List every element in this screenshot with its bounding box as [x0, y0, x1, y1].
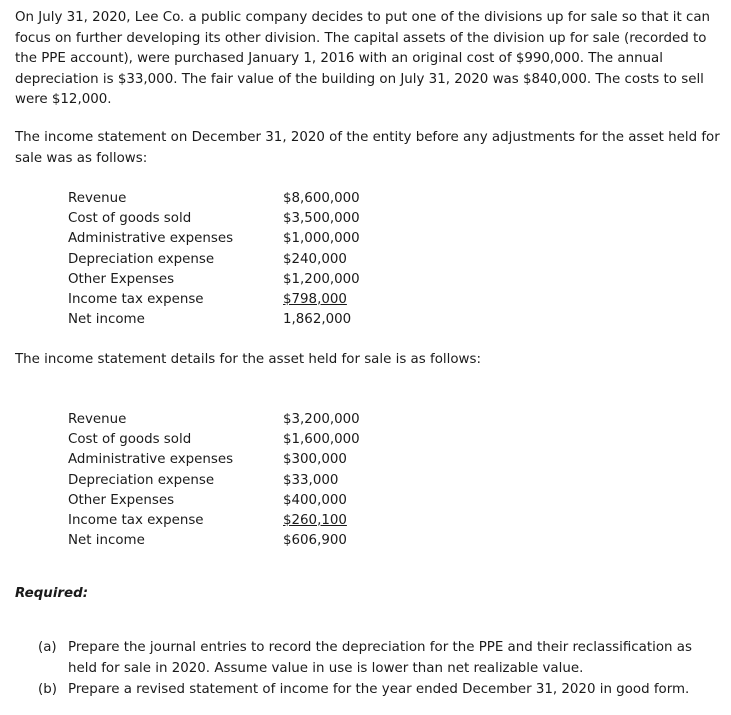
- row-label: Depreciation expense: [68, 472, 215, 488]
- row-amount: $260,100: [283, 512, 347, 528]
- row-label: Net income: [68, 312, 145, 328]
- row-amount: $1,000,000: [283, 231, 360, 247]
- row-label: Revenue: [68, 191, 127, 206]
- list-item: [38, 637, 718, 679]
- row-label: Other Expenses: [68, 271, 175, 287]
- required-heading: Required:: [15, 586, 89, 601]
- row-label: Income tax expense: [68, 512, 204, 528]
- item-text: Prepare a revised statement of income for the year ended December 31, 2020 in good form.: [68, 682, 690, 697]
- row-label: Other Expenses: [68, 492, 175, 508]
- row-amount: $3,200,000: [283, 412, 360, 427]
- row-amount: $8,600,000: [283, 191, 360, 206]
- row-amount: 1,862,000: [283, 312, 352, 328]
- row-amount: $798,000: [283, 291, 347, 307]
- row-label: Cost of goods sold: [68, 432, 192, 448]
- row-label: Cost of goods sold: [68, 211, 192, 227]
- item-marker: (b): [38, 682, 57, 697]
- row-amount: $1,600,000: [283, 432, 360, 448]
- row-label: Administrative expenses: [68, 231, 234, 247]
- item-text: Prepare the journal entries to record the depreciation for the PPE and their reclassification as held for sale in 2020. Assume value in use is lower than net realizable value.: [68, 640, 692, 676]
- row-amount: $400,000: [283, 492, 347, 508]
- row-amount: $3,500,000: [283, 211, 360, 227]
- row-label: Income tax expense: [68, 291, 204, 307]
- list-item: [38, 679, 718, 700]
- entity-statement-heading: The income statement on December 31, 2020 of the entity before any adjustments for the asset held for sale was as follows:: [15, 130, 720, 166]
- problem-intro: On July 31, 2020, Lee Co. a public company decides to put one of the divisions up for sale so that it can focus on further developing its other division. The capital assets of the division up for sale (recorded to the PPE account), were purchased January 1, 2016 with an original cost of $990,000. The annual depreciation is $33,000. The fair value of the building on July 31, 2020 was $840,000. The costs to sell were $12,000.: [15, 10, 711, 108]
- item-marker: (a): [38, 640, 57, 655]
- row-amount: $606,900: [283, 533, 347, 549]
- asset-statement-heading: The income statement details for the asset held for sale is as follows:: [15, 352, 481, 367]
- row-label: Depreciation expense: [68, 251, 215, 267]
- row-amount: $300,000: [283, 452, 347, 468]
- row-label: Revenue: [68, 412, 127, 427]
- row-amount: $1,200,000: [283, 271, 360, 287]
- required-item-b: [38, 679, 718, 700]
- row-amount: $240,000: [283, 251, 347, 267]
- required-item-a: [38, 637, 718, 679]
- row-label: Administrative expenses: [68, 452, 234, 468]
- row-amount: $33,000: [283, 472, 339, 488]
- row-label: Net income: [68, 533, 145, 549]
